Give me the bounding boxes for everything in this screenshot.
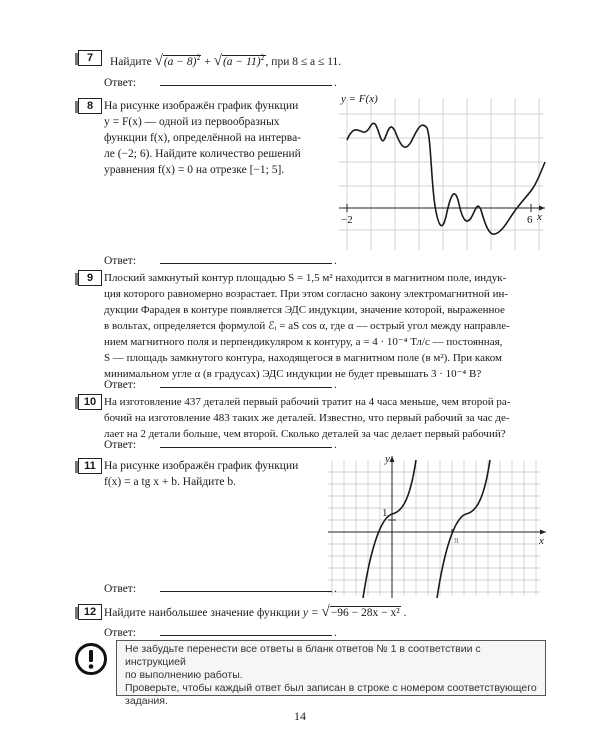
task-11-y-axis-label: y: [385, 453, 390, 465]
task-9-line: в вольтах, определяется формулой ℰᵢ = aS cos α, где α — острый угол между направле-: [104, 320, 510, 332]
task-12-lead: Найдите наибольшее значение функции: [104, 607, 300, 619]
task-9-text: [104, 270, 548, 382]
answer-label: Ответ:: [104, 77, 137, 89]
task-8-line: функции f(x), определённой на интерва-: [104, 132, 302, 144]
task-11-line: f(x) = a tg x + b. Найдите b.: [104, 476, 236, 488]
task-10-answer-field[interactable]: [160, 436, 332, 448]
task-8-line: ле (−2; 6). Найдите количество решений: [104, 148, 301, 160]
task-8-answer-field[interactable]: [160, 252, 332, 264]
task-7-sup-b: 2: [260, 53, 265, 62]
task-7-answer-field[interactable]: [160, 74, 332, 86]
task-11-number: 11: [78, 458, 102, 474]
notice-line: по выполнению работы.: [125, 669, 243, 681]
task-8-graph: [335, 90, 550, 260]
notice-box: [116, 640, 546, 707]
notice-line: Проверьте, чтобы каждый ответ был записан в строке с номером соответствующего: [125, 682, 537, 694]
task-12-answer-field[interactable]: [160, 624, 332, 636]
task-8-line: уравнения f(x) = 0 на отрезке [−1; 5].: [104, 164, 285, 176]
task-12-period: .: [403, 607, 407, 619]
task-12-radicand: −96 − 28x − x²: [330, 607, 400, 619]
task-10-line: На изготовление 437 деталей первый рабочий тратит на 4 часа меньше, чем второй ра-: [104, 396, 511, 408]
answer-label: Ответ:: [104, 583, 137, 595]
answer-label: Ответ:: [104, 439, 137, 451]
task-12-answer: Ответ: .: [104, 624, 337, 641]
task-9-line: дукции Фарадея в контуре появляется ЭДС индукции, значение которой, выраженное: [104, 304, 505, 316]
task-9-answer: Ответ: .: [104, 376, 337, 393]
task-11-answer-field[interactable]: [160, 580, 332, 592]
task-8-answer: Ответ: .: [104, 252, 337, 269]
task-7-expr-a: (a − 8): [163, 55, 197, 68]
x-axis-arrow: [540, 530, 546, 535]
answer-label: Ответ:: [104, 255, 137, 267]
task-11-text: [104, 458, 314, 490]
task-8-text: [104, 98, 334, 178]
task-10-answer: Ответ: .: [104, 436, 337, 453]
task-8-x-axis-label: x: [537, 211, 542, 223]
task-7-condition: , при 8 ≤ a ≤ 11.: [265, 55, 342, 68]
task-12-number: 12: [78, 604, 102, 620]
task-11-line: На рисунке изображён график функции: [104, 460, 299, 472]
task-11-answer: Ответ: .: [104, 580, 337, 597]
task-10-line: лает на 2 детали больше, чем второй. Сколько деталей за час делает первый рабочий?: [104, 428, 506, 440]
task-9-line: Плоский замкнутый контур площадью S = 1,5 м² находится в магнитном поле, индук-: [104, 272, 507, 284]
task-8-grid: [339, 98, 543, 250]
task-9-answer-field[interactable]: [160, 376, 332, 388]
task-8-line: На рисунке изображён график функции: [104, 100, 299, 112]
task-7-lead: Найдите: [110, 55, 152, 68]
notice-line: задания.: [125, 695, 168, 707]
tangent-branch-right: [437, 460, 490, 598]
task-11-one-label: 1: [382, 507, 388, 519]
exclamation-icon: [74, 642, 108, 676]
task-10-line: бочий на изготовление 483 таких же деталей. Известно, что первый рабочий за час де-: [104, 412, 510, 424]
task-7-answer: Ответ: .: [104, 74, 337, 91]
task-12-y-eq: y =: [302, 607, 319, 619]
task-9-line: ция которого равномерно возрастает. При этом согласно закону электромагнитной ин-: [104, 288, 509, 300]
task-10-text: [104, 394, 548, 442]
notice-line: Не забудьте перенести все ответы в бланк ответов № 1 в соответствии с инструкцией: [125, 643, 481, 668]
task-8-x-min-label: −2: [341, 214, 353, 226]
task-7-plus: +: [204, 55, 211, 68]
task-11-pi-label: π: [454, 535, 459, 545]
task-12-text: Найдите наибольшее значение функции y = √−96 − 28x − x² .: [104, 604, 407, 620]
task-7-sup-a: 2: [196, 53, 201, 62]
task-11-grid: [328, 460, 540, 596]
answer-label: Ответ:: [104, 379, 137, 391]
task-8-number: 8: [78, 98, 102, 114]
task-11-x-axis-label: x: [539, 535, 544, 547]
x-axis-arrow: [539, 206, 545, 211]
page-number: 14: [294, 709, 306, 723]
task-11-graph: [326, 452, 552, 600]
task-10-number: 10: [78, 394, 102, 410]
task-7-text: Найдите $√(a - 8)^2 + √(a - 11)^2$, при 8 ≤ a ≤ 11.: [110, 52, 342, 69]
task-8-x-max-label: 6: [527, 214, 533, 226]
task-7-number: 7: [78, 50, 102, 66]
y-axis-arrow: [390, 456, 395, 462]
task-8-line: y = F(x) — одной из первообразных: [104, 116, 280, 128]
task-8-graph-title: y = F(x): [341, 93, 378, 105]
task-9-line: нием магнитного поля и перпендикуляром к контуру, a = 4 · 10⁻⁴ Тл/с — постоянная,: [104, 336, 503, 348]
task-9-line: S — площадь замкнутого контура, находящегося в магнитном поле (в м²). При каком: [104, 352, 503, 364]
tangent-branch-left: [363, 460, 416, 598]
task-9-line: минимальном угле α (в градусах) ЭДС индукции не будет превышать 3 · 10⁻⁴ В?: [104, 368, 482, 380]
answer-label: Ответ:: [104, 627, 137, 639]
task-9-number: 9: [78, 270, 102, 286]
task-7-expr-b: (a − 11): [222, 55, 261, 68]
